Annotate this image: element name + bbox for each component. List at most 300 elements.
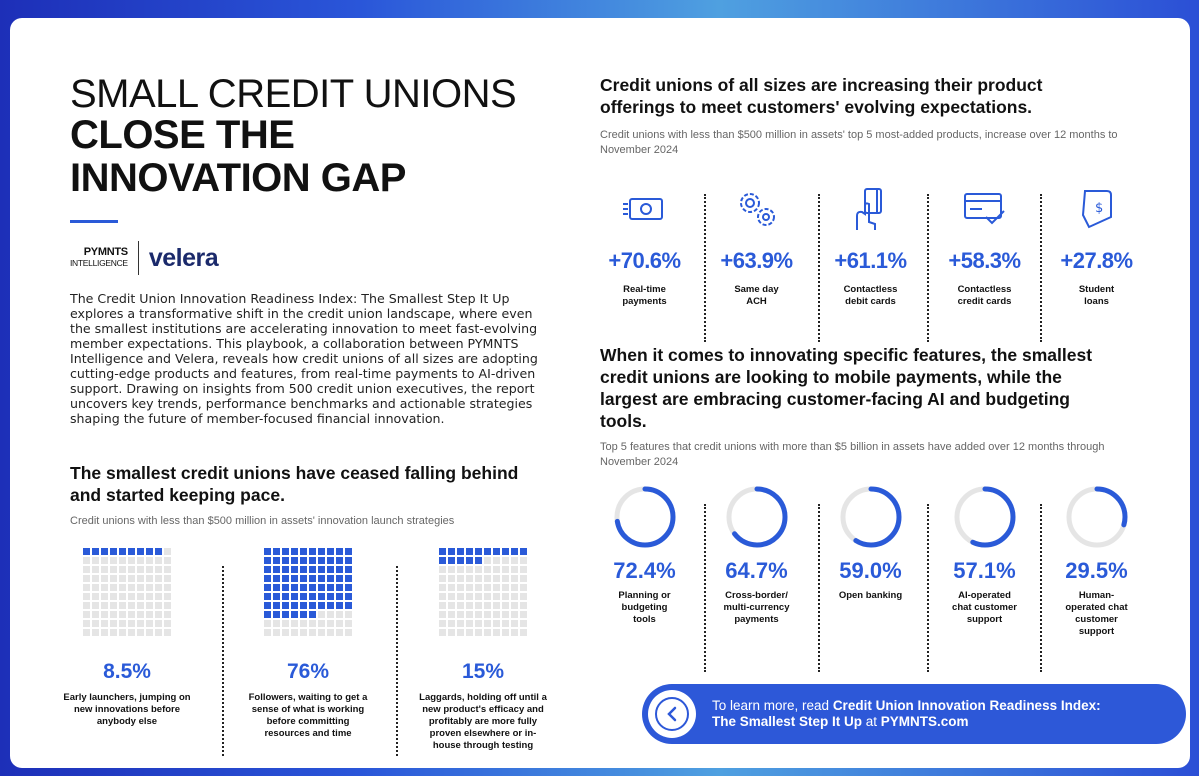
- waffle-cell: [155, 557, 162, 564]
- waffle-cell: [164, 620, 171, 627]
- waffle-cell: [273, 548, 280, 555]
- diploma-icon: [1044, 186, 1149, 232]
- waffle-cell: [448, 548, 455, 555]
- waffle-cell: [264, 575, 271, 582]
- waffle-cell: [264, 557, 271, 564]
- stat-student-loans: [1044, 186, 1149, 308]
- waffle-chart: [83, 548, 171, 636]
- ring-open-banking: [818, 484, 923, 602]
- waffle-cell: [92, 575, 99, 582]
- waffle-cell: [128, 620, 135, 627]
- waffle-cell: [457, 548, 464, 555]
- cta-report-title: Credit Union Innovation Readiness Index:: [832, 698, 1101, 713]
- waffle-cell: [300, 611, 307, 618]
- waffle-cell: [101, 575, 108, 582]
- waffle-cell: [466, 566, 473, 573]
- waffle-cell: [457, 584, 464, 591]
- waffle-cell: [511, 566, 518, 573]
- ring-chart: [1064, 484, 1130, 550]
- waffle-cell: [493, 620, 500, 627]
- waffle-cell: [309, 620, 316, 627]
- dotted-divider: [396, 566, 398, 756]
- waffle-cell: [493, 629, 500, 636]
- waffle-cell: [137, 593, 144, 600]
- waffle-cell: [101, 566, 108, 573]
- stat-label-line: Real-time: [623, 284, 666, 295]
- waffle-cell: [327, 566, 334, 573]
- ring-label-line: Planning or: [618, 590, 671, 601]
- waffle-cell: [336, 566, 343, 573]
- waffle-cell: [291, 548, 298, 555]
- stat-label-line: Contactless: [843, 284, 898, 295]
- section-heading-features: When it comes to innovating specific features, the smallest credit unions are looking to mobile payments, while the largest are embracing customer-facing AI and budgeting tools.: [600, 345, 1093, 431]
- waffle-cell: [457, 611, 464, 618]
- waffle-cell: [128, 629, 135, 636]
- ring-label-line: support: [1078, 626, 1115, 637]
- waffle-cell: [83, 593, 90, 600]
- waffle-cell: [466, 548, 473, 555]
- waffle-cell: [520, 629, 527, 636]
- waffle-cell: [475, 593, 482, 600]
- waffle-cell: [282, 548, 289, 555]
- waffle-cell: [146, 611, 153, 618]
- waffle-cell: [282, 602, 289, 609]
- waffle-cell: [466, 602, 473, 609]
- ring-label-line: AI-operated: [958, 590, 1011, 601]
- waffle-cell: [475, 575, 482, 582]
- waffle-cell: [336, 611, 343, 618]
- waffle-cell: [318, 629, 325, 636]
- waffle-cell: [273, 575, 280, 582]
- waffle-cell: [164, 584, 171, 591]
- stat-same-day-ach: [704, 186, 809, 308]
- ring-label-line: budgeting: [621, 602, 668, 613]
- ring-ai-chat: [932, 484, 1037, 626]
- waffle-cell: [128, 575, 135, 582]
- waffle-cell: [146, 593, 153, 600]
- waffle-cell: [336, 629, 343, 636]
- waffle-cell: [291, 602, 298, 609]
- waffle-cell: [273, 620, 280, 627]
- waffle-cell: [146, 557, 153, 564]
- waffle-cell: [439, 593, 446, 600]
- waffle-cell: [336, 602, 343, 609]
- waffle-cell: [466, 620, 473, 627]
- waffle-cell: [146, 575, 153, 582]
- waffle-cell: [336, 620, 343, 627]
- infographic-card: [10, 18, 1190, 768]
- waffle-cell: [475, 620, 482, 627]
- waffle-cell: [493, 548, 500, 555]
- gears-icon: [704, 186, 809, 232]
- waffle-cell: [336, 584, 343, 591]
- waffle-cell: [309, 557, 316, 564]
- waffle-cell: [309, 629, 316, 636]
- waffle-cell: [110, 548, 117, 555]
- waffle-cell: [475, 557, 482, 564]
- waffle-cell: [300, 593, 307, 600]
- waffle-cell: [484, 602, 491, 609]
- stat-label-line: payments: [622, 296, 667, 307]
- waffle-cell: [291, 566, 298, 573]
- waffle-chart: [264, 548, 352, 636]
- dotted-divider: [1040, 504, 1042, 672]
- waffle-cell: [300, 602, 307, 609]
- waffle-cell: [110, 629, 117, 636]
- waffle-cell: [457, 593, 464, 600]
- waffle-cell: [137, 557, 144, 564]
- waffle-cell: [92, 548, 99, 555]
- waffle-cell: [318, 620, 325, 627]
- waffle-cell: [273, 557, 280, 564]
- waffle-cell: [137, 575, 144, 582]
- cta-text[interactable]: [712, 698, 1101, 730]
- waffle-cell: [110, 566, 117, 573]
- ring-label-line: tools: [633, 614, 656, 625]
- stat-label: [1044, 284, 1149, 308]
- ring-label: [932, 590, 1037, 626]
- cta-button[interactable]: [648, 690, 696, 738]
- waffle-cell: [484, 566, 491, 573]
- waffle-cell: [282, 557, 289, 564]
- waffle-cell: [511, 611, 518, 618]
- partner-logos: [70, 240, 218, 276]
- stat-contactless-credit: [932, 186, 1037, 308]
- waffle-cell: [345, 593, 352, 600]
- waffle-cell: [484, 548, 491, 555]
- stat-label-line: Student: [1078, 284, 1115, 295]
- pymnts-logo: [70, 247, 128, 269]
- stat-real-time-payments: [592, 186, 697, 308]
- ring-label: [818, 590, 923, 602]
- waffle-cell: [146, 629, 153, 636]
- stat-label-line: ACH: [746, 296, 767, 307]
- waffle-cell: [291, 593, 298, 600]
- waffle-cell: [327, 629, 334, 636]
- waffle-cell: [475, 629, 482, 636]
- waffle-cell: [493, 593, 500, 600]
- waffle-cell: [291, 584, 298, 591]
- waffle-cell: [493, 566, 500, 573]
- stat-label: [704, 284, 809, 308]
- waffle-cell: [345, 575, 352, 582]
- waffle-cell: [520, 548, 527, 555]
- waffle-cell: [448, 629, 455, 636]
- waffle-cell: [273, 611, 280, 618]
- waffle-cell: [327, 557, 334, 564]
- waffle-cell: [164, 575, 171, 582]
- waffle-cell: [466, 611, 473, 618]
- waffle-cell: [493, 611, 500, 618]
- waffle-cell: [484, 575, 491, 582]
- waffle-cell: [291, 611, 298, 618]
- title-light: SMALL CREDIT UNIONS: [70, 72, 517, 116]
- waffle-cell: [484, 584, 491, 591]
- waffle-cell: [448, 566, 455, 573]
- waffle-cell: [92, 629, 99, 636]
- waffle-cell: [164, 611, 171, 618]
- cta-prefix: To learn more, read: [712, 698, 833, 713]
- waffle-cell: [439, 566, 446, 573]
- waffle-percent: 15%: [461, 660, 505, 683]
- waffle-cell: [300, 629, 307, 636]
- waffle-cell: [336, 557, 343, 564]
- waffle-cell: [520, 620, 527, 627]
- waffle-cell: [128, 566, 135, 573]
- waffle-cell: [119, 575, 126, 582]
- waffle-cell: [128, 593, 135, 600]
- waffle-cell: [291, 629, 298, 636]
- dotted-divider: [927, 504, 929, 672]
- ring-label-line: customer: [1075, 614, 1118, 625]
- cta-site-link[interactable]: PYMNTS.com: [880, 714, 969, 729]
- waffle-cell: [282, 593, 289, 600]
- waffle-cell: [164, 629, 171, 636]
- ring-label-line: operated chat: [1065, 602, 1128, 613]
- waffle-cell: [309, 584, 316, 591]
- waffle-cell: [309, 602, 316, 609]
- waffle-cell: [502, 566, 509, 573]
- dotted-divider: [1040, 194, 1042, 342]
- waffle-cell: [137, 611, 144, 618]
- waffle-cell: [101, 593, 108, 600]
- waffle-cell: [92, 557, 99, 564]
- ring-label: [1044, 590, 1149, 638]
- waffle-cell: [327, 620, 334, 627]
- waffle-cell: [336, 548, 343, 555]
- waffle-cell: [520, 602, 527, 609]
- waffle-cell: [493, 584, 500, 591]
- waffle-cell: [493, 602, 500, 609]
- waffle-cell: [110, 584, 117, 591]
- waffle-cell: [511, 557, 518, 564]
- waffle-cell: [466, 593, 473, 600]
- waffle-cell: [457, 557, 464, 564]
- waffle-cell: [327, 593, 334, 600]
- waffle-cell: [520, 575, 527, 582]
- waffle-cell: [264, 620, 271, 627]
- waffle-cell: [83, 557, 90, 564]
- waffle-early-launchers: [62, 548, 192, 728]
- ring-chart: [952, 484, 1018, 550]
- waffle-cell: [300, 584, 307, 591]
- waffle-cell: [466, 584, 473, 591]
- waffle-cell: [502, 611, 509, 618]
- intro-paragraph: The Credit Union Innovation Readiness Index: The Smallest Step It Up explores a transformative shift in the credit union landscape, where even the smallest institutions are accelerating innovation to meet fast-evolving member expectations. This playbook, a collaboration between PYMNTS Intelligence and Velera, reveals how credit unions of all sizes are adopting cutting-edge products and features, from real-time payments to AI-driven support. Drawing on insights from 500 credit union executives, the report uncovers key trends, performance benchmarks and actionable strategies shaping the future of member-focused financial innovation.: [70, 291, 538, 426]
- waffle-cell: [457, 575, 464, 582]
- waffle-cell: [502, 593, 509, 600]
- ring-percent: 59.0%: [839, 558, 902, 583]
- waffle-cell: [448, 557, 455, 564]
- ring-percent: 57.1%: [953, 558, 1016, 583]
- waffle-cell: [475, 548, 482, 555]
- waffle-cell: [164, 548, 171, 555]
- waffle-cell: [439, 611, 446, 618]
- waffle-cell: [119, 629, 126, 636]
- waffle-cell: [282, 575, 289, 582]
- waffle-cell: [345, 584, 352, 591]
- waffle-cell: [92, 566, 99, 573]
- waffle-cell: [92, 611, 99, 618]
- waffle-cell: [300, 548, 307, 555]
- waffle-cell: [457, 566, 464, 573]
- stat-percent: +27.8%: [1060, 248, 1133, 273]
- waffle-cell: [511, 593, 518, 600]
- waffle-cell: [273, 566, 280, 573]
- ring-label-line: chat customer: [952, 602, 1017, 613]
- waffle-label: Early launchers, jumping on new innovations before anybody else: [63, 692, 191, 727]
- waffle-cell: [309, 593, 316, 600]
- waffle-cell: [345, 548, 352, 555]
- waffle-cell: [273, 584, 280, 591]
- waffle-cell: [327, 548, 334, 555]
- waffle-cell: [327, 611, 334, 618]
- chevron-left-icon: [655, 697, 689, 731]
- waffle-cell: [327, 575, 334, 582]
- waffle-cell: [155, 584, 162, 591]
- waffle-cell: [110, 593, 117, 600]
- waffle-cell: [119, 566, 126, 573]
- ring-label-line: Human-: [1078, 590, 1115, 601]
- waffle-cell: [164, 566, 171, 573]
- section-subtitle-left: Credit unions with less than $500 million in assets' innovation launch strategies: [70, 515, 455, 527]
- waffle-cell: [83, 575, 90, 582]
- waffle-cell: [511, 620, 518, 627]
- waffle-cell: [164, 602, 171, 609]
- waffle-cell: [502, 548, 509, 555]
- ring-label: [592, 590, 697, 626]
- waffle-cell: [146, 566, 153, 573]
- waffle-cell: [309, 611, 316, 618]
- waffle-cell: [345, 611, 352, 618]
- waffle-cell: [282, 584, 289, 591]
- waffle-cell: [520, 557, 527, 564]
- learn-more-banner[interactable]: [642, 684, 1186, 744]
- waffle-cell: [128, 611, 135, 618]
- waffle-cell: [282, 620, 289, 627]
- waffle-cell: [520, 566, 527, 573]
- waffle-cell: [92, 584, 99, 591]
- waffle-cell: [128, 548, 135, 555]
- waffle-cell: [155, 629, 162, 636]
- waffle-cell: [264, 593, 271, 600]
- waffle-cell: [511, 602, 518, 609]
- ring-chart: [724, 484, 790, 550]
- waffle-cell: [137, 566, 144, 573]
- waffle-cell: [327, 602, 334, 609]
- waffle-cell: [110, 611, 117, 618]
- ring-label-line: support: [966, 614, 1003, 625]
- waffle-cell: [484, 620, 491, 627]
- velera-logo: velera: [148, 243, 219, 272]
- waffle-cell: [484, 611, 491, 618]
- waffle-cell: [448, 620, 455, 627]
- waffle-cell: [282, 611, 289, 618]
- waffle-cell: [137, 584, 144, 591]
- waffle-cell: [155, 593, 162, 600]
- waffle-cell: [318, 566, 325, 573]
- waffle-cell: [309, 575, 316, 582]
- stat-percent: +63.9%: [720, 248, 793, 273]
- waffle-cell: [345, 557, 352, 564]
- svg-text:$: $: [1094, 201, 1103, 216]
- waffle-cell: [101, 557, 108, 564]
- waffle-cell: [511, 548, 518, 555]
- stat-label-line: loans: [1084, 296, 1109, 307]
- waffle-cell: [345, 629, 352, 636]
- title-bold: [70, 114, 406, 200]
- ring-cross-border: [704, 484, 809, 626]
- waffle-cell: [101, 611, 108, 618]
- waffle-percent: 8.5%: [103, 660, 151, 683]
- waffle-cell: [511, 629, 518, 636]
- waffle-cell: [264, 584, 271, 591]
- dotted-divider: [222, 566, 224, 756]
- stat-label: [818, 284, 923, 308]
- waffle-cell: [146, 584, 153, 591]
- waffle-cell: [502, 629, 509, 636]
- logo-divider: [138, 241, 139, 275]
- ring-label: [704, 590, 809, 626]
- waffle-cell: [502, 584, 509, 591]
- waffle-cell: [110, 575, 117, 582]
- waffle-cell: [264, 548, 271, 555]
- waffle-cell: [484, 593, 491, 600]
- waffle-cell: [318, 611, 325, 618]
- waffle-cell: [457, 602, 464, 609]
- waffle-cell: [300, 575, 307, 582]
- waffle-cell: [345, 566, 352, 573]
- waffle-cell: [155, 548, 162, 555]
- waffle-cell: [457, 620, 464, 627]
- waffle-cell: [300, 620, 307, 627]
- waffle-cell: [511, 575, 518, 582]
- ring-human-chat: [1044, 484, 1149, 638]
- ring-label-line: multi-currency: [723, 602, 790, 613]
- waffle-cell: [345, 602, 352, 609]
- waffle-cell: [264, 629, 271, 636]
- stat-label-line: credit cards: [957, 296, 1012, 307]
- waffle-cell: [101, 602, 108, 609]
- waffle-cell: [273, 629, 280, 636]
- waffle-cell: [336, 593, 343, 600]
- waffle-followers: [243, 548, 373, 740]
- waffle-cell: [119, 548, 126, 555]
- section-heading-left: The smallest credit unions have ceased falling behind and started keeping pace.: [70, 463, 519, 505]
- stat-label: [592, 284, 697, 308]
- waffle-cell: [128, 584, 135, 591]
- waffle-cell: [511, 584, 518, 591]
- waffle-cell: [502, 602, 509, 609]
- waffle-cell: [300, 557, 307, 564]
- waffle-cell: [137, 548, 144, 555]
- waffle-cell: [520, 611, 527, 618]
- waffle-cell: [119, 602, 126, 609]
- waffle-cell: [92, 602, 99, 609]
- waffle-cell: [475, 602, 482, 609]
- waffle-cell: [273, 602, 280, 609]
- waffle-cell: [83, 566, 90, 573]
- waffle-cell: [520, 593, 527, 600]
- stat-percent: +58.3%: [948, 248, 1021, 273]
- cta-report-title-2: The Smallest Step It Up: [712, 714, 863, 729]
- waffle-cell: [83, 620, 90, 627]
- waffle-cell: [318, 584, 325, 591]
- waffle-cell: [110, 557, 117, 564]
- waffle-laggards: [418, 548, 548, 752]
- waffle-cell: [155, 566, 162, 573]
- waffle-cell: [345, 620, 352, 627]
